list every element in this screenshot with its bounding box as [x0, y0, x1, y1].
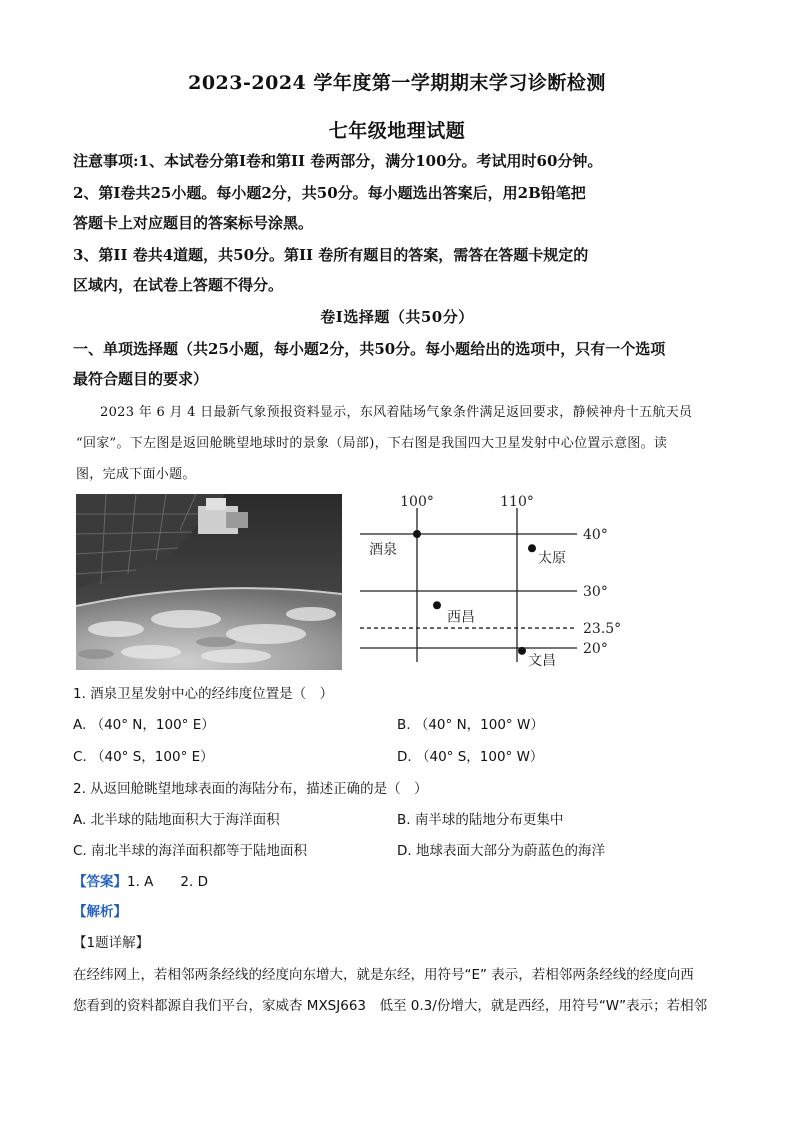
- part-heading-line-2: 最符合题目的要求）: [73, 370, 209, 388]
- analysis-line-1: 在经纬网上，若相邻两条经线的经度向东增大，就是东经，用符号“E” 表示，若相邻两条经线的经度向西: [73, 967, 694, 983]
- exam-title: 2023-2024 学年度第一学期期末学习诊断检测: [188, 72, 606, 94]
- analysis-tag: [73, 900, 127, 920]
- earth-photo: [76, 494, 342, 670]
- exam-subtitle: 七年级地理试题: [328, 120, 466, 142]
- notice-line-5: 区域内，在试卷上答题不得分。: [73, 276, 284, 294]
- analysis-tag-text: 【解析】: [73, 904, 127, 920]
- launch-center-map: [355, 490, 645, 672]
- q1-option-b[interactable]: B. （40° N，100° W）: [397, 717, 544, 733]
- longitude-label: 110°: [500, 494, 534, 510]
- launch-center-label: 太原: [538, 550, 566, 567]
- q2-option-c[interactable]: C. 南北半球的海洋面积都等于陆地面积: [73, 843, 308, 859]
- answer-row: [73, 870, 208, 890]
- launch-center-label: 酒泉: [369, 542, 397, 558]
- question-1-stem: 1. 酒泉卫星发射中心的经纬度位置是（ ）: [73, 686, 334, 702]
- notice-line-3: 答题卡上对应题目的答案标号涂黑。: [73, 214, 314, 232]
- q2-option-b[interactable]: B. 南半球的陆地分布更集中: [397, 812, 564, 828]
- notice-line-1: 注意事项:1、本试卷分第Ⅰ卷和第II 卷两部分，满分100分。考试用时60分钟。: [73, 152, 603, 170]
- notice-line-2: 2、第Ⅰ卷共25小题。每小题2分，共50分。每小题选出答案后，用2B铅笔把: [73, 184, 586, 202]
- longitude-label: 100°: [400, 494, 434, 510]
- part-heading-line-1: 一、单项选择题（共25小题，每小题2分，共50分。每小题给出的选项中，只有一个选项: [73, 340, 666, 358]
- latitude-label: 30°: [583, 584, 608, 600]
- launch-center-dot: [518, 647, 526, 655]
- question-2-stem: 2. 从返回舱眺望地球表面的海陆分布，描述正确的是（ ）: [73, 781, 428, 797]
- q1-option-c[interactable]: C. （40° S，100° E）: [73, 749, 214, 765]
- analysis-line-2: 您看到的资料都源自我们平台，家威杏 MXSJ663 低至 0.3/份增大，就是西经，用符号“W”表示；若相邻: [73, 998, 708, 1014]
- passage-line-1: 2023 年 6 月 4 日最新气象预报资料显示，东风着陆场气象条件满足返回要求，静候神舟十五航天员: [100, 405, 693, 420]
- notice-line-4: 3、第II 卷共4道题，共50分。第II 卷所有题目的答案，需答在答题卡规定的: [73, 246, 589, 264]
- latitude-label: 20°: [583, 641, 608, 657]
- q2-option-a[interactable]: A. 北半球的陆地面积大于海洋面积: [73, 812, 280, 828]
- launch-center-label: 文昌: [528, 652, 556, 669]
- q1-option-a[interactable]: A. （40° N，100° E）: [73, 717, 215, 733]
- launch-center-label: 西昌: [447, 609, 475, 626]
- launch-center-dot: [413, 530, 421, 538]
- q2-option-d[interactable]: D. 地球表面大部分为蔚蓝色的海洋: [397, 843, 605, 859]
- latitude-label: 40°: [583, 527, 608, 543]
- answer-tag: 【答案】: [73, 874, 127, 890]
- answer-text: 1. A 2. D: [127, 874, 208, 890]
- passage-line-2: “回家”。下左图是返回舱眺望地球时的景象（局部)，下右图是我国四大卫星发射中心位置示意图。读: [76, 436, 668, 451]
- section-title: 卷Ⅰ选择题（共50分）: [320, 308, 474, 326]
- launch-center-dot: [433, 601, 441, 609]
- launch-center-dot: [528, 544, 536, 552]
- detail-tag: 【1题详解】: [73, 935, 150, 951]
- q1-option-d[interactable]: D. （40° S，100° W）: [397, 749, 544, 765]
- passage-line-3: 图，完成下面小题。: [76, 467, 196, 482]
- latitude-label: 23.5°: [583, 621, 622, 638]
